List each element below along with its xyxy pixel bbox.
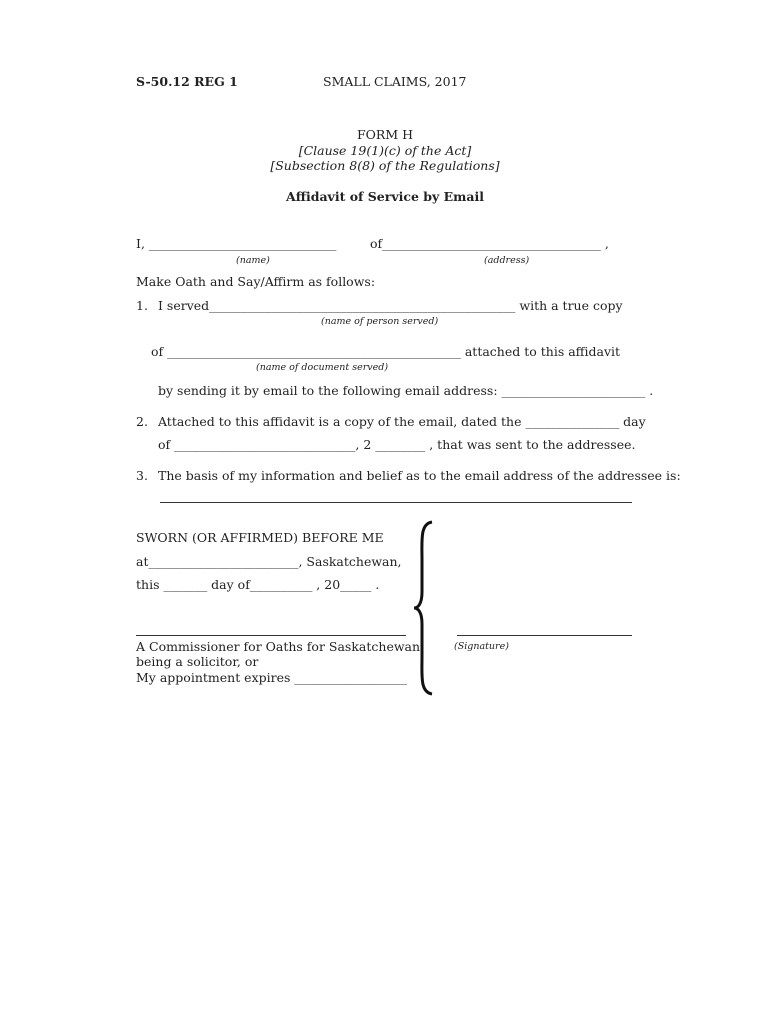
item-1-number: 1. xyxy=(136,298,148,313)
name-caption: (name) xyxy=(236,255,270,266)
deponent-name-line: I, ______________________________ xyxy=(136,236,337,251)
item-2-line-2: of _____________________________, 2 ________ , that was sent to the addressee. xyxy=(158,437,636,452)
person-served-caption: (name of person served) xyxy=(321,316,439,327)
form-code: S-50.12 REG 1 xyxy=(136,74,238,89)
appointment-expires-line: My appointment expires __________________ xyxy=(136,670,407,685)
sworn-date-line: this _______ day of__________ , 20_____ . xyxy=(136,577,380,592)
signature-caption: (Signature) xyxy=(454,641,509,652)
commissioner-label: A Commissioner for Oaths for Saskatchewan xyxy=(136,639,421,654)
form-name: FORM H xyxy=(356,127,413,142)
document-title: SMALL CLAIMS, 2017 xyxy=(323,74,467,89)
commissioner-signature-line xyxy=(136,635,406,636)
sworn-at-line: at________________________, Saskatchewan, xyxy=(136,554,402,569)
oath-intro: Make Oath and Say/Affirm as follows: xyxy=(136,274,376,289)
item-1-served-line: I served_________________________________________________ with a true copy xyxy=(158,298,623,313)
item-3-answer-line xyxy=(160,502,632,503)
document-served-caption: (name of document served) xyxy=(256,362,389,373)
form-clause: [Clause 19(1)(c) of the Act] xyxy=(298,143,472,158)
solicitor-label: being a solicitor, or xyxy=(136,654,259,669)
curly-brace xyxy=(412,520,436,696)
item-3-line-1: The basis of my information and belief as to the email address of the addressee is: xyxy=(158,468,681,483)
item-2-line-1: Attached to this affidavit is a copy of the email, dated the _______________ day xyxy=(158,414,646,429)
sworn-title: SWORN (OR AFFIRMED) BEFORE ME xyxy=(136,530,384,545)
item-1-document-line: of _______________________________________________ attached to this affidavit xyxy=(151,344,621,359)
form-heading: Affidavit of Service by Email xyxy=(286,189,484,204)
item-2-number: 2. xyxy=(136,414,148,429)
form-subsection: [Subsection 8(8) of the Regulations] xyxy=(270,158,500,173)
address-caption: (address) xyxy=(484,255,530,266)
deponent-signature-line xyxy=(457,635,632,636)
item-1-email-line: by sending it by email to the following email address: _______________________ . xyxy=(158,383,654,398)
item-3-number: 3. xyxy=(136,468,148,483)
deponent-address-line: of___________________________________ , xyxy=(370,236,609,251)
